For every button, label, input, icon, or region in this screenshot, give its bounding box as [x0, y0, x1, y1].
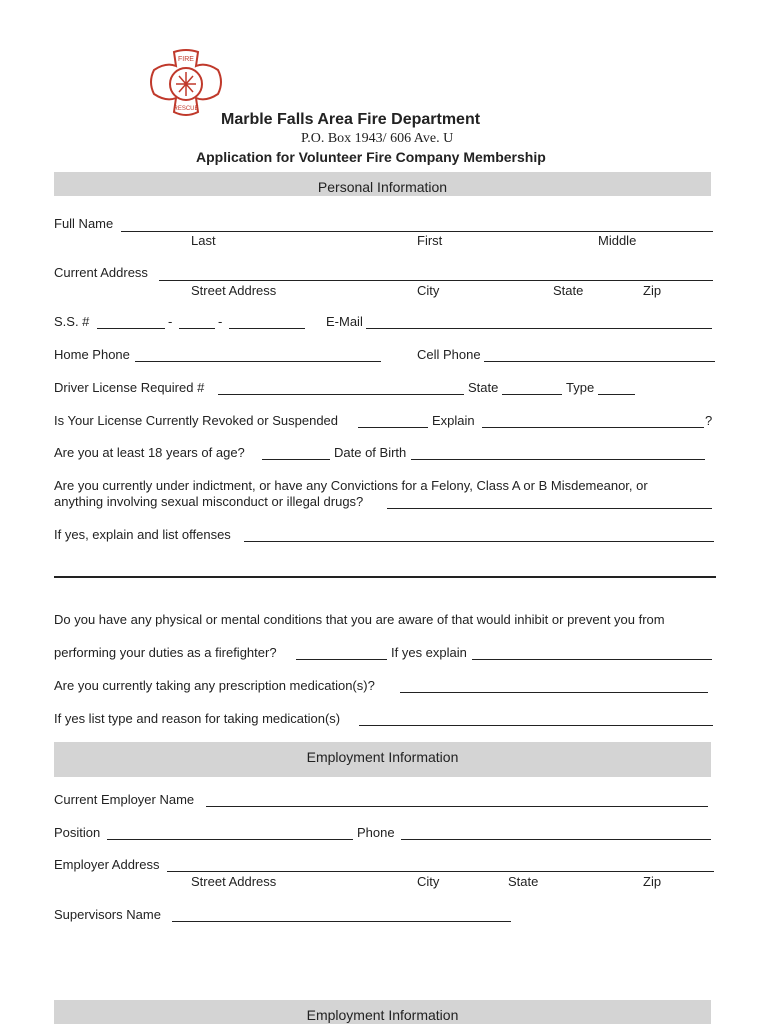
employer-state-caption: State	[508, 874, 539, 889]
license-revoked-field[interactable]	[358, 427, 428, 428]
section-personal-title: Personal Information	[317, 179, 448, 195]
medication-list-label: If yes list type and reason for taking medication(s)	[54, 711, 341, 726]
medication-question: Are you currently taking any prescription medication(s)?	[54, 678, 375, 693]
name-first-caption: First	[417, 233, 443, 248]
ss-field-part1[interactable]	[97, 328, 165, 329]
medication-list-field[interactable]	[359, 725, 713, 726]
employer-address-label: Employer Address	[54, 857, 160, 872]
address-state-caption: State	[553, 283, 584, 298]
dl-state-label: State	[468, 380, 499, 395]
home-phone-field[interactable]	[135, 361, 381, 362]
fire-rescue-logo	[144, 48, 228, 124]
address-zip-caption: Zip	[643, 283, 662, 298]
current-address-label: Current Address	[54, 265, 148, 280]
section-employment-title-2: Employment Information	[306, 1007, 459, 1023]
dl-state-field[interactable]	[502, 394, 562, 395]
email-label: E-Mail	[326, 314, 363, 329]
ss-separator-2: -	[218, 314, 223, 329]
indictment-field[interactable]	[387, 508, 712, 509]
logo-bottom-text: RESCUE	[173, 106, 199, 112]
home-phone-label: Home Phone	[54, 347, 130, 362]
ss-field-part3[interactable]	[229, 328, 305, 329]
dob-label: Date of Birth	[334, 445, 407, 460]
section-employment-information	[54, 742, 711, 777]
revoked-question-mark: ?	[705, 413, 713, 428]
conditions-answer-field[interactable]	[296, 659, 387, 660]
cell-phone-label: Cell Phone	[417, 347, 481, 362]
employer-name-label: Current Employer Name	[54, 792, 195, 807]
employer-address-field[interactable]	[167, 871, 714, 872]
email-field[interactable]	[366, 328, 712, 329]
conditions-question-line1: Do you have any physical or mental conditions that you are aware of that would inhibit or prevent you from	[54, 612, 665, 627]
supervisor-label: Supervisors Name	[54, 907, 161, 922]
ss-label: S.S. #	[54, 314, 90, 329]
employer-zip-caption: Zip	[643, 874, 662, 889]
driver-license-field[interactable]	[218, 394, 464, 395]
full-name-label: Full Name	[54, 216, 114, 231]
revoked-explain-label: Explain	[432, 413, 475, 428]
section-personal-information	[54, 172, 711, 196]
department-address: P.O. Box 1943/ 606 Ave. U	[301, 131, 454, 146]
employer-name-field[interactable]	[206, 806, 708, 807]
dob-field[interactable]	[411, 459, 705, 460]
supervisor-field[interactable]	[172, 921, 511, 922]
employer-city-caption: City	[417, 874, 440, 889]
address-street-caption: Street Address	[191, 283, 277, 298]
indictment-question-line1: Are you currently under indictment, or have any Convictions for a Felony, Class A or B Misdemeanor, or	[54, 478, 648, 493]
section-employment-title: Employment Information	[306, 749, 459, 765]
employer-phone-field[interactable]	[401, 839, 711, 840]
name-last-caption: Last	[191, 233, 216, 248]
age-18-field[interactable]	[262, 459, 330, 460]
position-field[interactable]	[107, 839, 353, 840]
dl-type-label: Type	[566, 380, 595, 395]
revoked-explain-field[interactable]	[482, 427, 704, 428]
driver-license-label: Driver License Required #	[54, 380, 205, 395]
employer-phone-label: Phone	[357, 825, 395, 840]
offenses-field[interactable]	[244, 541, 714, 542]
cell-phone-field[interactable]	[484, 361, 715, 362]
license-revoked-label: Is Your License Currently Revoked or Suspended	[54, 413, 339, 428]
conditions-question-line2: performing your duties as a firefighter?	[54, 645, 277, 660]
conditions-explain-field[interactable]	[472, 659, 712, 660]
position-label: Position	[54, 825, 101, 840]
name-middle-caption: Middle	[598, 233, 637, 248]
medication-field[interactable]	[400, 692, 708, 693]
current-address-field[interactable]	[159, 280, 713, 281]
indictment-question-line2: anything involving sexual misconduct or illegal drugs?	[54, 494, 364, 509]
full-name-field[interactable]	[121, 231, 713, 232]
ss-field-part2[interactable]	[179, 328, 215, 329]
address-city-caption: City	[417, 283, 440, 298]
offenses-extra-line[interactable]	[54, 576, 716, 578]
logo-top-text: FIRE	[178, 56, 194, 63]
age-18-label: Are you at least 18 years of age?	[54, 445, 245, 460]
conditions-explain-label: If yes explain	[391, 645, 467, 660]
dl-type-field[interactable]	[598, 394, 635, 395]
form-title: Application for Volunteer Fire Company Membership	[196, 149, 546, 165]
employer-street-caption: Street Address	[191, 874, 277, 889]
section-employment-information-2	[54, 1000, 711, 1024]
department-name: Marble Falls Area Fire Department	[221, 111, 481, 128]
offenses-label: If yes, explain and list offenses	[54, 527, 231, 542]
ss-separator-1: -	[168, 314, 173, 329]
